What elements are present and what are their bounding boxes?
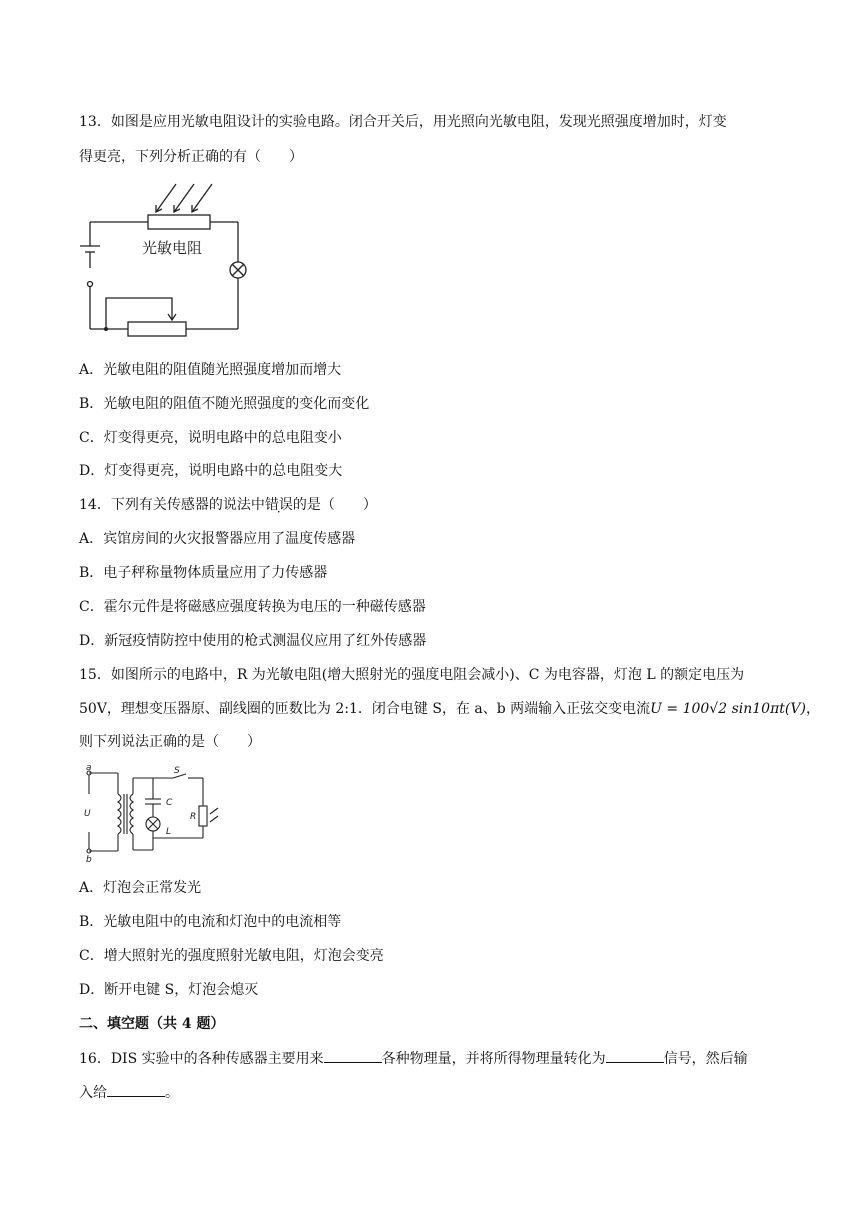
q14-stem [79,495,377,515]
resistor-r-label: R [190,812,197,822]
q15-stem-line2-suffix: ， [805,701,820,717]
q15-option-c: C．增大照射光的强度照射光敏电阻，灯泡会变亮 [79,948,384,964]
q14-option-d: D．新冠疫情防控中使用的枪式测温仪应用了红外传感器 [79,633,427,649]
q15-option-d: D．断开电键 S，灯泡会熄灭 [79,982,259,998]
q15-stem-line1: 15．如图所示的电路中，R 为光敏电阻(增大照射光的强度电阻会减小)、C 为电容器，灯泡 L 的额定电压为 [79,667,745,683]
q13-stem-line2: 得更亮，下列分析正确的有（ ） [79,149,303,165]
q13-option-d: D．灯变得更亮，说明电路中的总电阻变大 [79,463,343,479]
q14-stem-prefix: 14．下列有关传感器的说法中 [79,497,265,513]
q16-line2-prefix: 入给 [79,1085,107,1101]
voltage-u-label: U [84,809,91,819]
q16-part3: 信号，然后输 [663,1051,748,1067]
q13-option-a: A．光敏电阻的阻值随光照强度增加而增大 [79,362,342,378]
q15-circuit-figure [78,764,228,864]
q14-emphasis: 错误 [264,497,293,513]
capacitor-c-label: C [166,798,173,808]
q13-stem-line1: 13．如图是应用光敏电阻设计的实验电路。闭合开关后，用光照向光敏电阻，发现光照强度增加时，灯变 [79,114,727,130]
q14-option-a: A．宾馆房间的火灾报警器应用了温度传感器 [79,531,356,547]
q16-blank-3[interactable] [107,1082,165,1097]
q14-option-c: C．霍尔元件是将磁感应强度转换为电压的一种磁传感器 [79,599,426,615]
switch-s-label: S [174,766,180,776]
q16-stem-line2 [79,1082,179,1103]
q13-option-b: B．光敏电阻的阻值不随光照强度的变化而变化 [79,396,370,412]
q15-option-b: B．光敏电阻中的电流和灯泡中的电流相等 [79,914,342,930]
q16-part2: 各种物理量，并将所得物理量转化为 [381,1051,606,1067]
q15-stem-line2-prefix: 50V，理想变压器原、副线圈的匝数比为 2:1．闭合电键 S，在 a、b 两端输入正弦交变电流 [79,701,651,717]
q15-formula: U = 100√2 sin10πt(V) [650,701,806,717]
photoresistor-label: 光敏电阻 [142,239,203,257]
q13-option-c: C．灯变得更亮，说明电路中的总电阻变小 [79,430,342,446]
q16-blank-2[interactable] [606,1048,664,1063]
q15-stem-line3: 则下列说法正确的是（ ） [79,734,261,750]
q16-stem-line1 [79,1048,748,1069]
q15-stem-line2 [79,699,820,719]
terminal-a-label: a [86,764,92,773]
q16-blank-1[interactable] [324,1048,382,1063]
terminal-b-label: b [86,855,92,864]
q14-option-b: B．电子秤称量物体质量应用了力传感器 [79,565,328,581]
lamp-l-label: L [166,827,172,837]
q15-option-a: A．灯泡会正常发光 [79,880,202,896]
q16-part1: 16．DIS 实验中的各种传感器主要用来 [79,1051,324,1067]
q16-line2-suffix: 。 [165,1085,179,1101]
section-fill-in-title: 二、填空题（共 4 题） [79,1016,225,1032]
q13-circuit-figure [76,180,256,340]
q14-stem-suffix: 的是（ ） [292,497,377,513]
